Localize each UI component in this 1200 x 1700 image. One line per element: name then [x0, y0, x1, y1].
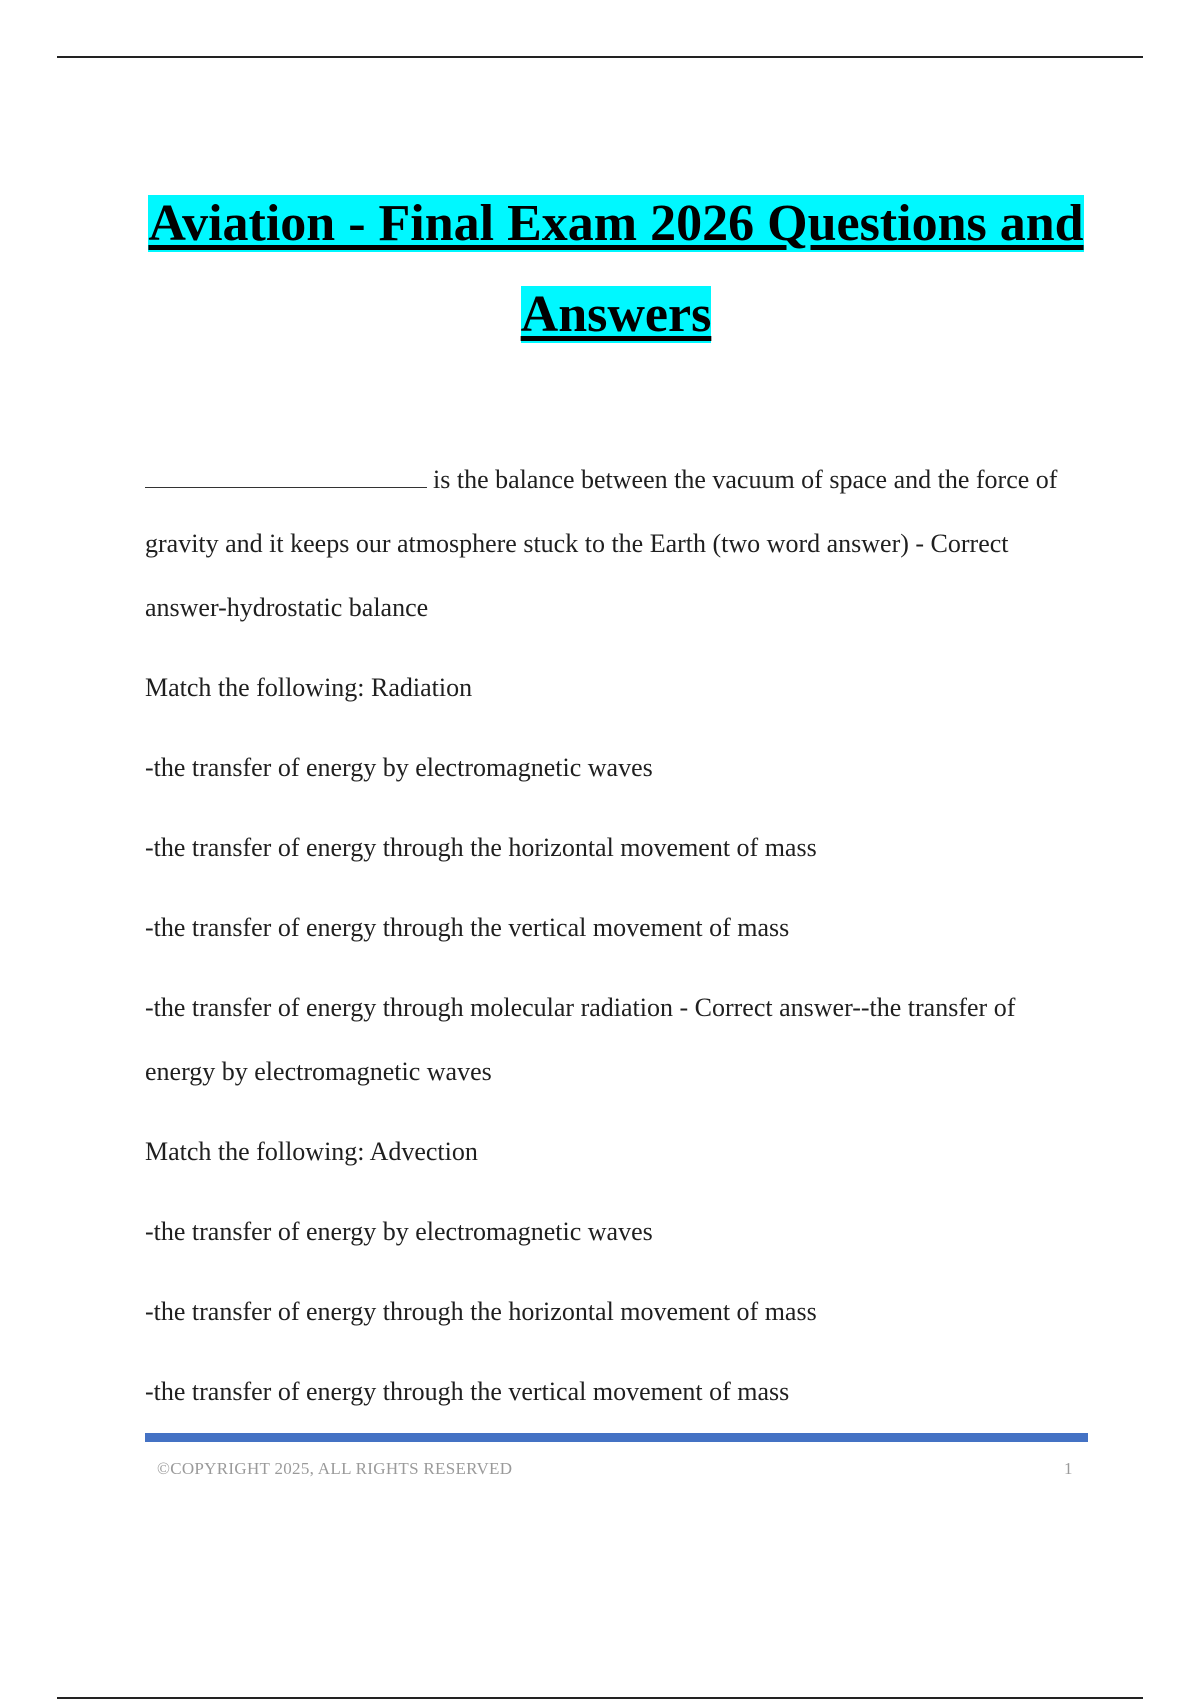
- footer-page-number: 1: [1064, 1459, 1073, 1478]
- answer-option: -the transfer of energy through the vertical movement of mass: [145, 913, 790, 942]
- answer-option: -the transfer of energy by electromagnetic waves: [145, 1217, 653, 1246]
- question-text: is the balance between the vacuum of space and the force of gravity and it keeps our atmosphere stuck to the Earth (two word answer) - Correct answer-hydrostatic balance: [145, 465, 1058, 622]
- answer-blank: [145, 465, 427, 488]
- bottom-rule: [57, 1697, 1143, 1699]
- answer-option: -the transfer of energy through molecular radiation - Correct answer--the transfer of energy by electromagnetic waves: [145, 993, 1016, 1086]
- footer-copyright: ©COPYRIGHT 2025, ALL RIGHTS RESERVED: [157, 1459, 513, 1478]
- answer-option: -the transfer of energy by electromagnetic waves: [145, 753, 653, 782]
- answer-option: -the transfer of energy through the horizontal movement of mass: [145, 833, 817, 862]
- top-rule: [57, 56, 1143, 58]
- footer-bar: [145, 1433, 1088, 1442]
- document-body: [145, 448, 1090, 1440]
- question-paragraph: [145, 448, 1090, 640]
- question-heading: Match the following: Advection: [145, 1137, 478, 1166]
- title-line-1: Aviation - Final Exam 2026 Questions and: [148, 195, 1084, 252]
- answer-option: -the transfer of energy through the horizontal movement of mass: [145, 1297, 817, 1326]
- title-line-2: Answers: [520, 286, 712, 343]
- question-heading: Match the following: Radiation: [145, 673, 473, 702]
- document-title: [145, 178, 1087, 360]
- answer-option: -the transfer of energy through the vertical movement of mass: [145, 1377, 790, 1406]
